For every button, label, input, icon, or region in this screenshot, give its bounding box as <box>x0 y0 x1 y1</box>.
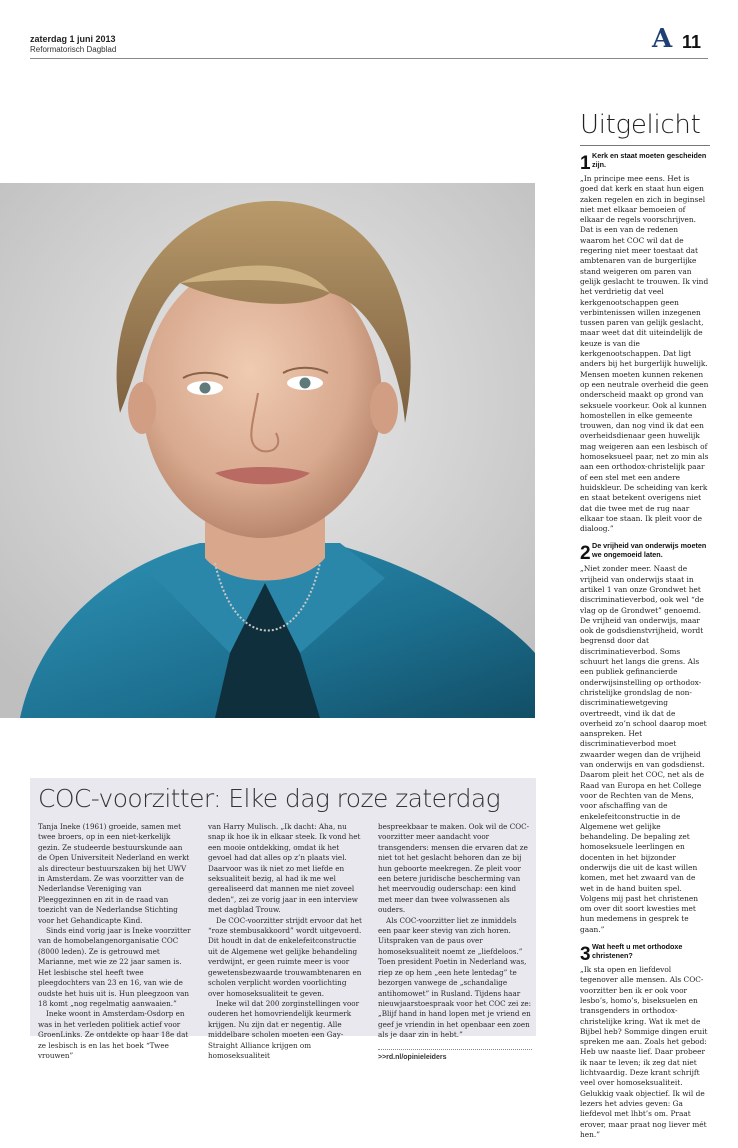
article-paragraph: Als COC-voorzitter liet ze inmiddels een paar keer stevig van zich horen. Uitspraken van de paus over homoseksualiteit noemt ze „liefdeloos.” Toen president Poetin in Nederland was, riep ze op hem „een hete lentedag” te bezorgen vanwege de „schandalige antihomowet” in Rusland. Tijdens haar nieuwjaarstoespraak voor het COC zei ze: „Blijf hand in hand lopen met je vriend en geef je vriendin in het openbaar een zoen als je daar zin in hebt.” <box>378 915 532 1040</box>
qa-answer: „Niet zonder meer. Naast de vrijheid van onderwijs staat in artikel 1 van onze Grondwet het discriminatieverbod, ook wel “de vlag op de Grondwet” genoemd. De vrijheid van onderwijs, maar ook de godsdienstvrijheid, wordt begrensd door dat discriminatieverbod. Soms schuurt het langs die grens. Als een publiek gefinancierde onderwijsinstelling op orthodox-christelijke grondslag de non-discriminatiewetgeving overtreedt, vind ik dat de overheid zo’n school daarop moet aanspreken. Het discriminatieverbod moet zwaarder wegen dan de vrijheid van onderwijs en van godsdienst. Daarom pleit het COC, net als de Raad van Europa en het College voor de Rechten van de Mens, voor afschaffing van de enkelefeitconstructie in de Algemene wet gelijke behandeling. De bepaling zet homoseksuele leerlingen en docenten in het bijzonder onderwijs die uit de kast willen komen, met het zwaard van de wet in de hand buiten spel. Volgens mij past het christenen om over dit soort kwesties met hun medemens in gesprek te gaan.” <box>580 564 707 934</box>
section-logo: A <box>652 24 673 54</box>
qa-question <box>580 152 710 173</box>
sidebar-title-divider <box>580 145 710 146</box>
sidebar-qa <box>580 152 710 1148</box>
article-body <box>38 822 532 1061</box>
qa-question <box>580 943 710 964</box>
qa-number: 1 <box>580 153 591 174</box>
qa-number: 3 <box>580 944 591 966</box>
sidebar-title: Uitgelicht <box>580 110 701 140</box>
article-column-3 <box>378 822 532 1063</box>
article-paragraph: Ineke woont in Amsterdam-Osdorp en was in het verleden politiek actief voor GroenLinks. Ze ontdekte op haar 18e dat ze lesbisch is en las het boek “Twee vrouwen” <box>38 1009 189 1060</box>
qa-number: 2 <box>580 543 591 565</box>
article-headline: COC-voorzitter: Elke dag roze zaterdag <box>38 784 500 813</box>
portrait-photo <box>0 183 535 718</box>
qa-question <box>580 542 710 563</box>
article-column-2 <box>208 822 362 1061</box>
qa-item-1 <box>580 152 710 534</box>
newspaper-name: Reformatorisch Dagblad <box>30 45 117 54</box>
article-paragraph: Sinds eind vorig jaar is Ineke voorzitter van de homobelangenorganisatie COC (8000 leden). Ze is getrouwd met Marianne, met wie ze 22 jaar samen is. Het lesbische stel heeft twee pleegdochters van 23 en 16, van wie de oudste het huis uit is. Hun pleegzoon van 18 komt „nog regelmatig aanwaaien.” <box>38 926 191 1008</box>
qa-question-text: Wat heeft u met orthodoxe christenen? <box>592 942 683 960</box>
issue-date: zaterdag 1 juni 2013 <box>30 34 116 44</box>
qa-item-3 <box>580 943 710 1140</box>
page-number: 11 <box>682 32 702 52</box>
qa-item-2 <box>580 542 710 935</box>
qa-question-text: De vrijheid van onderwijs moeten we ongemoeid laten. <box>592 541 707 560</box>
article-paragraph: Tanja Ineke (1961) groeide, samen met twee broers, op in een niet-kerkelijk gezin. Ze studeerde bestuurskunde aan de Open Universiteit Nederland en werkt als directeur bestuurszaken bij het UWV in Amsterdam. Ze was voorzitter van de Nederlandse Vereniging van Pleeggezinnen en zit in de raad van toezicht van de Nederlandse Stichting voor het Gehandicapte Kind. <box>38 822 190 925</box>
article-paragraph: van Harry Mulisch. „Ik dacht: Aha, nu snap ik hoe ik in elkaar steek. Ik vond het een mooie ontdekking, omdat ik het gevoel had dat alles op z’n plaats viel. Daarvoor was ik niet zo met liefde en seksualiteit bezig, al had ik me wel gerealiseerd dat mannen me niet zoveel deden”, zei ze vorig jaar in een interview met dagblad Trouw. <box>208 822 361 915</box>
qa-answer: „Ik sta open en liefdevol tegenover alle mensen. Als COC-voorzitter ben ik er ook voor lesbo’s, homo’s, biseksuelen en transgenders in orthodox-christelijke kring. Wat ik met de Bijbel heb? Sommige dingen eruit spreken me aan. Zoals het gebod: Heb uw naaste lief. Daar probeer ik naar te leven; ik zeg dat niet lichtvaardig. Deze krant schrijft veel over homoseksualiteit. Gelukkig vaak objectief. Ik wil de lezers het advies geven: Ga liefdevol met lhbt’s om. Praat erover, maar praat nog liever mét hen.” <box>580 965 708 1139</box>
article-paragraph: bespreekbaar te maken. Ook wil de COC-voorzitter meer aandacht voor transgenders: mensen die ervaren dat ze niet tot het geslacht behoren dan ze bij hun geboorte meekregen. Ze pleit voor een betere juridische bescherming van het meervoudig ouderschap: een kind met meer dan twee volwassenen als ouders. <box>378 822 530 915</box>
header-divider <box>30 58 708 59</box>
qa-answer: „In principe mee eens. Het is goed dat kerk en staat hun eigen zaken regelen en zich in beginsel niet met elkaar bemoeien of elkaar de regels voorschrijven. Dat is een van de redenen waarom het COC wil dat de regering niet meer toestaat dat ambtenaren van de burgerlijke stand weigeren om paren van gelijk geslacht te trouwen. Ik vind het verdrietig dat veel kerkgenootschappen geen verbintenissen willen inzegenen tussen paren van gelijk geslacht, maar weet dat dit uiteindelijk de keuze is van die kerkgenootschappen. Dat ligt anders bij het burgerlijk huwelijk. Mensen moeten kunnen rekenen op een neutrale overheid die geen onderscheid maakt op grond van seksuele voorkeur. Ook al kunnen homostellen in elke gemeente trouwen, dan nog vind ik dat een overheidsdienaar geen huwelijk mag weigeren aan een lesbisch of homoseksueel paar, net zo min als aan een orthodox-christelijk paar of een stel met een andere huidskleur. De scheiding van kerk en staat betekent overigens niet dat die twee met de rug naar elkaar toe staan. Ik pleit voor de dialoog.” <box>580 174 709 534</box>
article-paragraph: Ineke wil dat 200 zorginstellingen voor ouderen het homovriendelijk keurmerk krijgen. Nu zijn dat er negentig. Alle middelbare scholen moeten een Gay-Straight Alliance krijgen om homoseksualiteit <box>208 998 360 1060</box>
web-link[interactable]: >>rd.nl/opinieleiders <box>378 1049 532 1063</box>
lead-article <box>30 778 536 1061</box>
qa-question-text: Kerk en staat moeten gescheiden zijn. <box>592 151 707 169</box>
article-paragraph: De COC-voorzitter strijdt ervoor dat het “roze stembusakkoord” wordt uitgevoerd. Dit houdt in dat de enkelefeitconstructie uit de Algemene wet gelijke behandeling verdwijnt, er geen ruimte meer is voor gewetensbezwaarde trouwambtenaren en scholen verplicht worden voorlichting over homoseksualiteit te geven. <box>208 915 362 998</box>
article-column-1 <box>38 822 192 1061</box>
